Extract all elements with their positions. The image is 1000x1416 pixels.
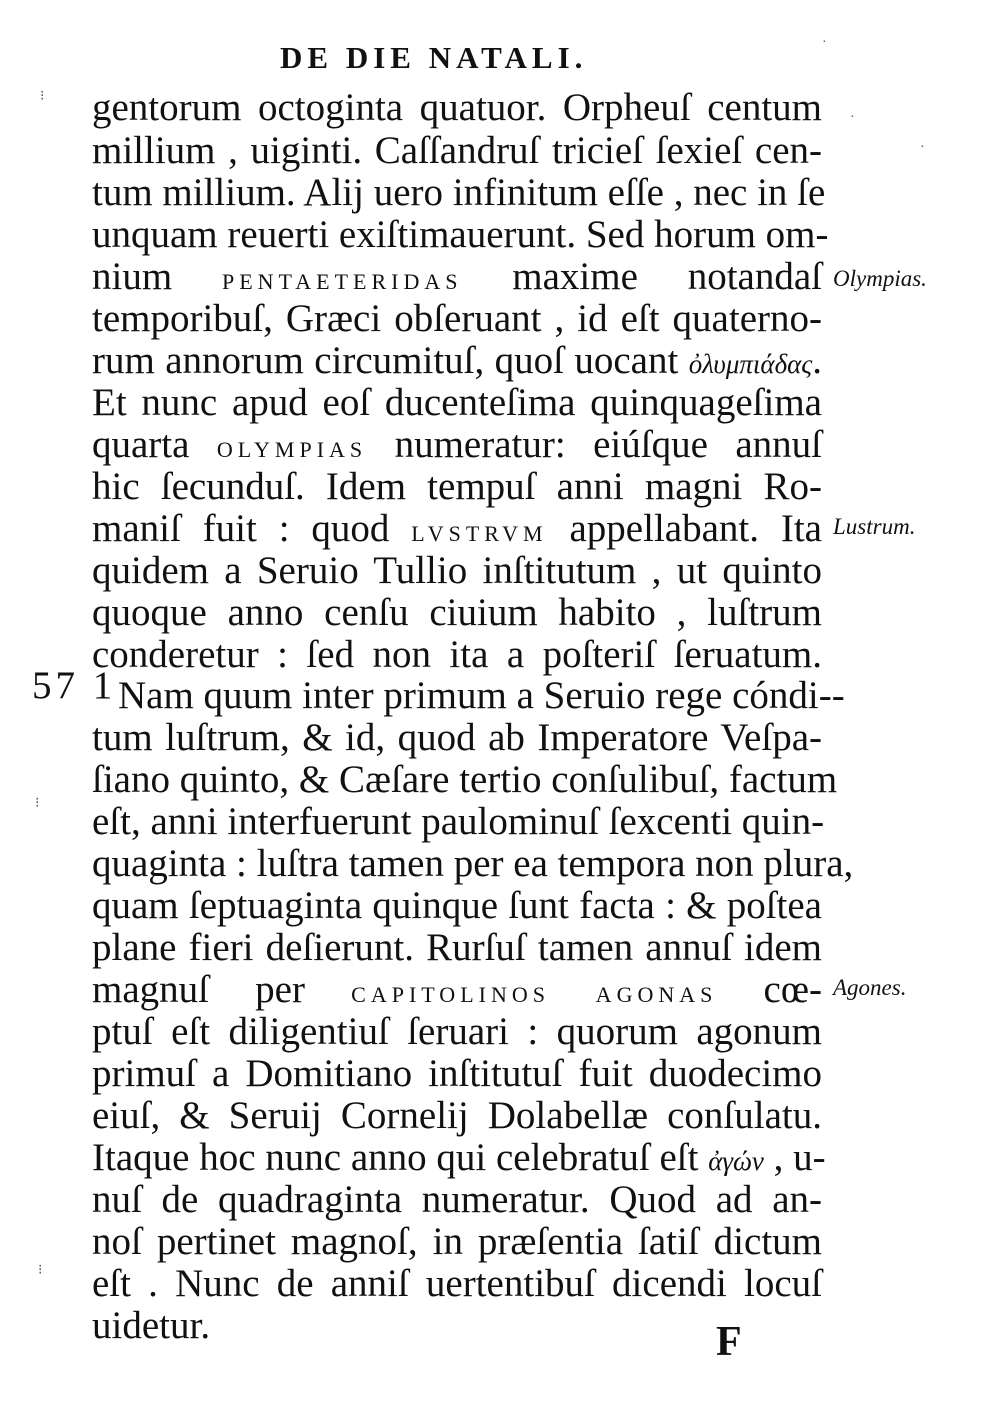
text-line-23: ptuſ eſt diligentiuſ ſeruari : quorum agonum [92, 1010, 822, 1053]
text-line-3: tum millium. Alij uero infinitum eſſe , nec in ſe [92, 171, 826, 214]
text-line-25: eiuſ, & Seruij Cornelij Dolabellæ conſulatu. [92, 1094, 822, 1137]
scan-speck: ⁝ [35, 796, 40, 811]
text-line-22: magnuſ per CAPITOLINOS AGONAS cœ- [92, 968, 822, 1011]
text-line-30: uidetur. [92, 1304, 211, 1347]
margin-note-agones: Agones. [833, 975, 907, 1000]
chapter-number: 57 1 [32, 664, 117, 707]
text-line-16: tum luſtrum, & id, quod ab Imperatore Veſpa- [92, 716, 822, 759]
text-line-28: noſ pertinet magnoſ, in præſentia ſatiſ dictum [92, 1220, 822, 1263]
small-caps-olympias: OLYMPIAS [216, 437, 368, 462]
text-line-29: eſt . Nunc de anniſ uertentibuſ dicendi locuſ [92, 1262, 822, 1305]
scan-speck: · [920, 140, 925, 155]
text-line-21: plane fieri deſierunt. Rurſuſ tamen annuſ idem [92, 926, 822, 969]
text-line-15: Nam quum inter primum a Seruio rege cóndi-- [118, 674, 845, 717]
text-line-7: rum annorum circumituſ, quoſ uocant ὀλυμπιάδας. [92, 339, 822, 382]
text-line-10: hic ſecunduſ. Idem tempuſ anni magni Ro- [92, 465, 822, 508]
scan-speck: · [850, 110, 855, 125]
text-line-5: nium PENTAETERIDAS maxime notandaſ [92, 255, 823, 298]
text-line-18: eſt, anni interfuerunt paulominuſ ſexcenti quin- [92, 800, 825, 843]
text-line-24: primuſ a Domitiano inſtitutuſ fuit duodecimo [92, 1052, 822, 1095]
text-line-4: unquam reuerti exiſtimauerunt. Sed horum om- [92, 213, 829, 256]
text-line-2: millium , uiginti. Caſſandruſ tricieſ ſexieſ cen- [92, 129, 822, 172]
scan-speck: ⁝ [38, 1263, 43, 1278]
text-line-19: quaginta : luſtra tamen per ea tempora non plura, [92, 842, 854, 885]
text-line-13: quoque anno cenſu ciuium habito , luſtrum [92, 591, 822, 634]
margin-note-lustrum: Lustrum. [833, 514, 916, 539]
small-caps-pentaeteridas: PENTAETERIDAS [222, 269, 463, 294]
signature-mark: F [716, 1319, 742, 1365]
text-line-20: quam ſeptuaginta quinque ſunt facta : & poſtea [92, 884, 822, 927]
small-caps-capitolinos-agonas: CAPITOLINOS AGONAS [351, 982, 718, 1007]
text-line-8: Et nunc apud eoſ ducenteſima quinquageſima [92, 381, 822, 424]
text-line-9: quarta OLYMPIAS numeratur: eiúſque annuſ [92, 423, 822, 466]
text-line-6: temporibuſ, Græci obſeruant , id eſt quaterno- [92, 297, 822, 340]
text-line-1: gentorum octoginta quatuor. Orpheuſ centum [92, 86, 822, 129]
text-line-14: conderetur : ſed non ita a poſteriſ ſeruatum. [92, 633, 822, 676]
scan-speck: ⁝ [40, 89, 45, 104]
greek-olympiadas: ὀλυμπιάδας [688, 349, 813, 379]
text-line-12: quidem a Seruio Tullio inſtitutum , ut quinto [92, 549, 822, 592]
text-line-11: maniſ fuit : quod LVSTRVM appellabant. Ita [92, 507, 822, 550]
greek-agon: ἀγών [708, 1146, 764, 1176]
text-line-17: ſiano quinto, & Cæſare tertio conſulibuſ, factum [92, 758, 838, 801]
scan-speck: · [822, 35, 827, 50]
small-caps-lustrum: LVSTRVM [411, 521, 548, 546]
margin-note-olympias: Olympias. [833, 266, 927, 291]
text-line-26: Itaque hoc nunc anno qui celebratuſ eſt ἀγών , u- [92, 1136, 826, 1179]
text-line-27: nuſ de quadraginta numeratur. Quod ad an- [92, 1178, 822, 1221]
running-head: DE DIE NATALI. [280, 40, 588, 75]
